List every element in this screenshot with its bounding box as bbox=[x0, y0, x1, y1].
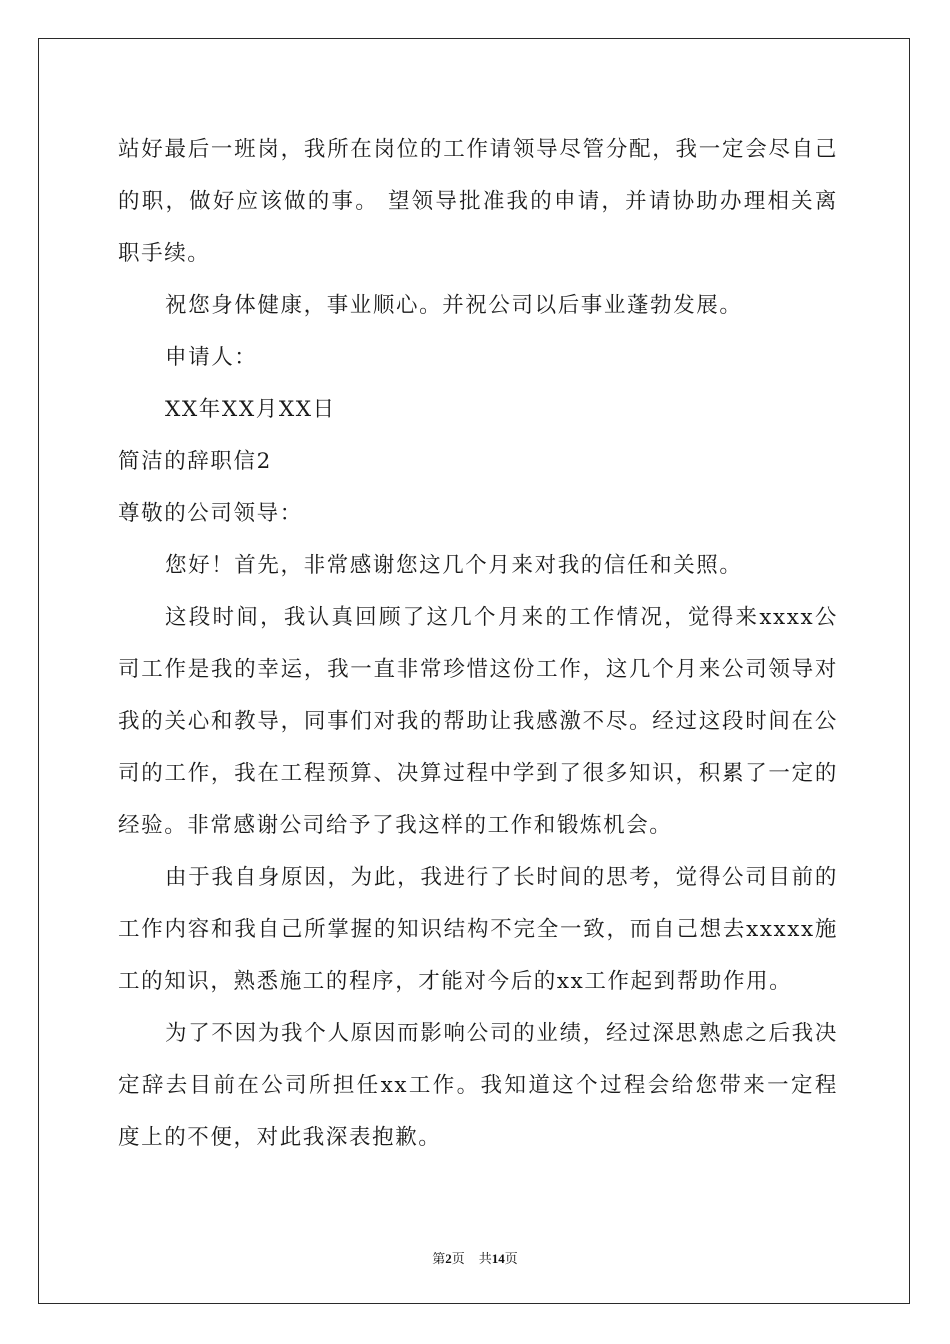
paragraph: 祝您身体健康，事业顺心。并祝公司以后事业蓬勃发展。 bbox=[165, 293, 743, 318]
salutation: 尊敬的公司领导： bbox=[118, 501, 303, 526]
paragraph: 这段时间，我认真回顾了这几个月来的工作情况，觉得来xxxx公司工作是我的幸运，我一直非常珍惜这份工作，这几个月来公司领导对我的关心和教导，同事们对我的帮助让我感激不尽。经过这段时间在公司的工作，我在工程预算、决算过程中学到了很多知识，积累了一定的经验。非常感谢公司给予了我这样的工作和锻炼机会。 bbox=[118, 605, 838, 838]
page-total: 14 bbox=[491, 1251, 505, 1266]
paragraph: 站好最后一班岗，我所在岗位的工作请领导尽管分配，我一定会尽自己的职，做好应该做的事。 望领导批准我的申请，并请协助办理相关离职手续。 bbox=[118, 137, 838, 266]
paragraph: 为了不因为我个人原因而影响公司的业绩，经过深思熟虑之后我决定辞去目前在公司所担任xx工作。我知道这个过程会给您带来一定程度上的不便，对此我深表抱歉。 bbox=[118, 1021, 838, 1150]
paragraph: 您好！首先，非常感谢您这几个月来对我的信任和关照。 bbox=[165, 553, 743, 578]
paragraph: 由于我自身原因，为此，我进行了长时间的思考，觉得公司目前的工作内容和我自己所掌握的知识结构不完全一致，而自己想去xxxxx施工的知识，熟悉施工的程序，才能对今后的xx工作起到帮助作用。 bbox=[118, 865, 838, 994]
signature-applicant: 申请人： bbox=[165, 345, 258, 370]
document-body bbox=[118, 124, 838, 1164]
page-current: 2 bbox=[445, 1251, 452, 1266]
section-title: 简洁的辞职信2 bbox=[118, 449, 272, 474]
page-suffix: 页 bbox=[451, 1252, 465, 1267]
signature-date: XX年XX月XX日 bbox=[165, 397, 336, 422]
total-suffix: 页 bbox=[504, 1252, 518, 1267]
total-prefix: 共 bbox=[478, 1252, 492, 1267]
page-prefix: 第 bbox=[432, 1252, 446, 1267]
page-footer bbox=[0, 1248, 950, 1267]
